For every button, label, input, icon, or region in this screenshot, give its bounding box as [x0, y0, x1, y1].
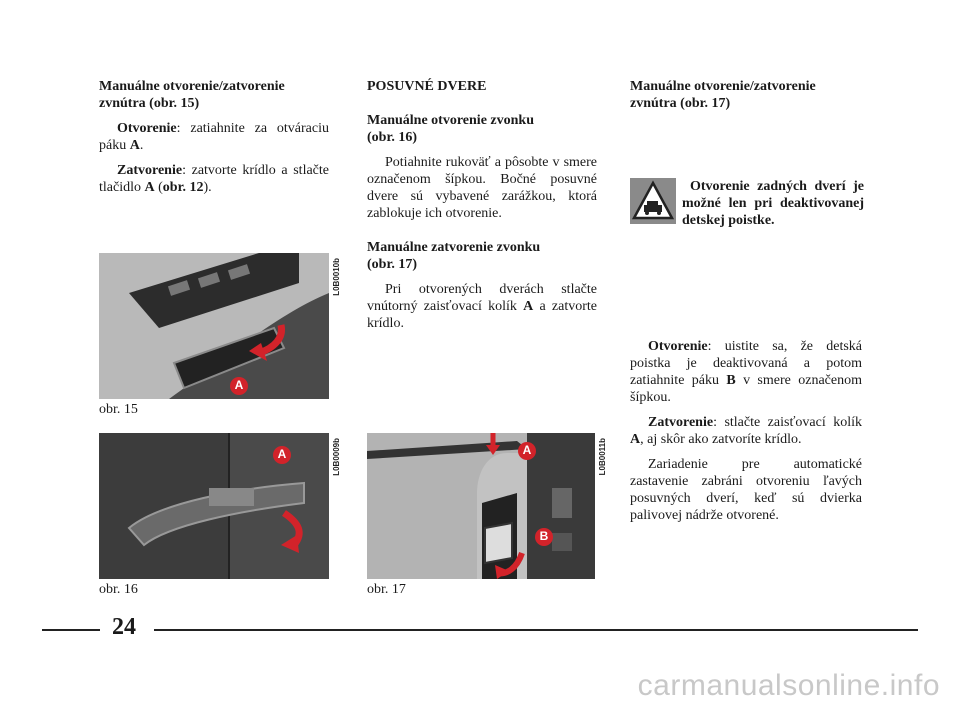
text: ( [154, 180, 163, 195]
caption-17: obr. 17 [367, 582, 406, 597]
label-close: Zatvorenie [117, 163, 183, 178]
text: : uistite sa, že detská poistka je deaktivovaná a potom zatiahnite páku [630, 339, 862, 388]
callout-a: A [522, 443, 532, 457]
callout-b: B [539, 529, 549, 543]
warning-text: Otvorenie zadných dverí je možné len pri deaktivovanej detskej poistke. [682, 179, 864, 228]
key-a: A [523, 299, 534, 314]
caption-16: obr. 16 [99, 582, 138, 597]
para-close-15 [99, 162, 329, 196]
key-b: B [726, 373, 736, 388]
watermark: carmanualsonline.info [637, 669, 940, 702]
caption-15: obr. 15 [99, 402, 138, 417]
heading-line: zvnútra (obr. 17) [630, 96, 731, 111]
heading-line: Manuálne otvorenie zvonku [367, 113, 534, 128]
warning-box [630, 178, 864, 228]
ref: obr. 12 [162, 180, 204, 195]
heading-inside-17 [630, 78, 862, 112]
para-open-15 [99, 120, 329, 154]
heading-line: (obr. 17) [367, 257, 418, 272]
heading-line: Manuálne otvorenie/zatvorenie [99, 79, 285, 94]
heading-line: Manuálne zatvorenie zvonku [367, 240, 541, 255]
column-3-body [630, 338, 862, 524]
text: . [139, 138, 144, 153]
text: : zatvorte krídlo a stlačte tlačidlo [99, 163, 329, 195]
heading-outside-close [367, 239, 597, 273]
heading-line: (obr. 16) [367, 130, 418, 145]
para-outside-open: Potiahnite rukoväť a pôsobte v smere označenom šípkou. Bočné posuvné dvere sú vybavené zarážkou, ktorá zablokuje ich otvorenie. [367, 155, 597, 221]
section-title: POSUVNÉ DVERE [367, 79, 487, 94]
label-open: Otvorenie [648, 339, 708, 354]
figure-17 [367, 433, 595, 579]
text: Pri otvorených dverách stlačte vnútorný zaisťovací kolík [367, 282, 597, 314]
child-lock-warning-icon [630, 178, 676, 224]
label-open: Otvorenie [117, 121, 177, 136]
para-outside-close [367, 281, 597, 332]
key-a: A [630, 432, 641, 447]
label-close: Zatvorenie [648, 415, 714, 430]
key-a: A [144, 180, 155, 195]
figure-16 [99, 433, 329, 579]
heading-inside-15 [99, 78, 329, 112]
figure-15 [99, 253, 329, 399]
text: v smere označenom šípkou. [630, 373, 862, 405]
text: , aj skôr ako zatvoríte krídlo. [640, 432, 802, 447]
column-3-heading [630, 78, 862, 112]
para-auto-stop: Zariadenie pre automatické zastavenie zabráni otvoreniu ľavých posuvných dverí, keď sú dvierka palivovej nádrže otvorené. [630, 457, 862, 523]
heading-line: Manuálne otvorenie/zatvorenie [630, 79, 816, 94]
callout-a: A [277, 447, 287, 461]
heading-outside-open [367, 112, 597, 146]
footer-rule-left [42, 629, 100, 631]
figure-code-15: L0B0010b [332, 258, 341, 296]
footer-rule-right [154, 629, 918, 631]
figure-code-17: L0B0011b [598, 438, 607, 476]
page-number: 24 [112, 614, 136, 640]
text: : zatiahnite za otváraciu páku [99, 121, 329, 153]
callout-a: A [234, 378, 244, 392]
figure-code-16: L0B0009b [332, 438, 341, 476]
para-open-17 [630, 338, 862, 406]
column-2 [367, 78, 597, 332]
text: : stlačte zaisťovací kolík [713, 415, 862, 430]
para-close-17 [630, 414, 862, 448]
heading-line: zvnútra (obr. 15) [99, 96, 200, 111]
text: ). [203, 180, 212, 195]
column-1 [99, 78, 329, 196]
text: a zatvorte krídlo. [367, 299, 597, 331]
key-a: A [129, 138, 140, 153]
